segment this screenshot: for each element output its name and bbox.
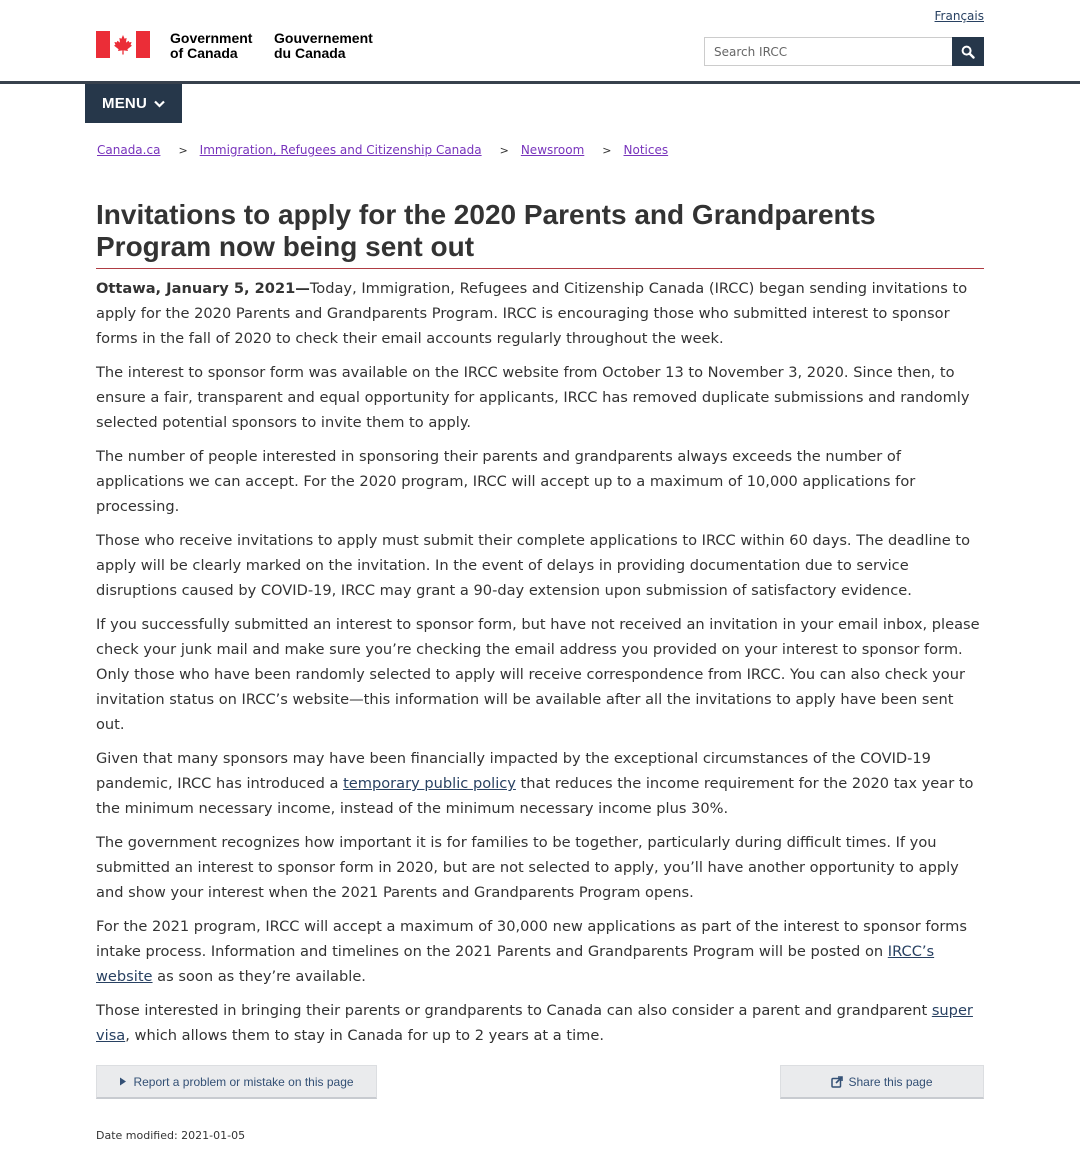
paragraph-4: Those who receive invitations to apply must submit their complete applications to IRCC within 60 days. The deadline to apply will be clearly marked on the invitation. In the event of delays in providing documentation due to service disruptions caused by COVID-19, IRCC may grant a 90-day extension upon submission of satisfactory evidence.	[96, 532, 971, 599]
canada-flag-icon	[96, 31, 150, 58]
paragraph-2: The interest to sponsor form was available on the IRCC website from October 13 to November 3, 2020. Since then, to ensure a fair, transparent and equal opportunity for applicants, IRCC has removed duplicate submissions and randomly selected potential sponsors to invite them to apply.	[96, 364, 970, 431]
breadcrumb-newsroom[interactable]: Newsroom	[520, 143, 585, 157]
search-button[interactable]	[952, 37, 984, 66]
signature-en-line-2: of Canada	[170, 45, 238, 61]
signature-fr-line-1: Gouvernement	[274, 30, 373, 46]
paragraph-1-text: Today, Immigration, Refugees and Citizenship Canada (IRCC) began sending invitations to apply for the 2020 Parents and Grandparents Program. IRCC is encouraging those who submitted interest to sponsor forms in the fall of 2020 to check their email accounts regularly throughout the week.	[96, 280, 968, 347]
search-icon	[961, 45, 975, 59]
article-body	[96, 276, 984, 1057]
breadcrumb-ircc[interactable]: Immigration, Refugees and Citizenship Canada	[199, 143, 482, 157]
breadcrumb-separator: >	[178, 143, 188, 157]
paragraph-8-text-a: For the 2021 program, IRCC will accept a maximum of 30,000 new applications as part of the interest to sponsor forms intake process. Information and timelines on the 2021 Parents and Grandparents Program will be posted on	[96, 918, 967, 960]
super-visa-link[interactable]: super visa	[96, 1002, 973, 1044]
menu-button[interactable]	[85, 84, 182, 123]
share-icon	[831, 1076, 843, 1088]
breadcrumb-separator: >	[602, 143, 612, 157]
share-page-label: Share this page	[848, 1074, 933, 1089]
date-modified-value: 2021-01-05	[181, 1129, 246, 1142]
paragraph-3: The number of people interested in sponsoring their parents and grandparents always exceeds the number of applications we can accept. For the 2020 program, IRCC will accept up to a maximum of 10,000 applications for processing.	[96, 448, 916, 515]
dateline: Ottawa, January 5, 2021—	[96, 280, 310, 297]
paragraph-9	[96, 998, 984, 1048]
breadcrumb	[97, 143, 668, 157]
paragraph-7: The government recognizes how important it is for families to be together, particularly during difficult times. If you submitted an interest to sponsor form in 2020, but are not selected to apply, you’ll have another opportunity to apply and show your interest when the 2021 Parents and Grandparents Program opens.	[96, 834, 959, 901]
signature-en-line-1: Government	[170, 30, 253, 46]
date-modified-label: Date modified:	[96, 1129, 178, 1142]
paragraph-6	[96, 746, 984, 821]
paragraph-6-text-a: Given that many sponsors may have been financially impacted by the exceptional circumstances of the COVID-19 pandemic, IRCC has introduced a	[96, 750, 931, 792]
signature-french	[274, 31, 373, 61]
signature-fr-line-2: du Canada	[274, 45, 346, 61]
page-title: Invitations to apply for the 2020 Parents and Grandparents Program now being sent out	[96, 199, 876, 262]
share-page-button[interactable]	[780, 1065, 984, 1099]
search-input[interactable]	[704, 37, 952, 66]
ircc-website-link[interactable]: IRCC’s website	[96, 943, 935, 985]
paragraph-8	[96, 914, 984, 989]
government-signature[interactable]	[96, 30, 373, 61]
date-modified	[96, 1129, 245, 1142]
paragraph-6-text-b: that reduces the income requirement for the 2020 tax year to the minimum necessary income, instead of the minimum necessary income plus 30%.	[96, 775, 974, 817]
breadcrumb-notices[interactable]: Notices	[623, 143, 669, 157]
menu-label: MENU	[102, 95, 147, 112]
paragraph-9-text-a: Those interested in bringing their parents or grandparents to Canada can also consider a parent and grandparent	[96, 1002, 932, 1019]
chevron-down-icon	[154, 100, 165, 108]
signature-english	[170, 31, 252, 61]
report-problem-button[interactable]	[96, 1065, 377, 1099]
paragraph-8-text-b: as soon as they’re available.	[152, 968, 366, 985]
breadcrumb-separator: >	[499, 143, 509, 157]
report-problem-label: Report a problem or mistake on this page	[133, 1074, 354, 1089]
paragraph-9-text-b: , which allows them to stay in Canada for up to 2 years at a time.	[125, 1027, 604, 1044]
search-form	[704, 37, 984, 66]
title-underline	[96, 268, 984, 269]
breadcrumb-canada[interactable]: Canada.ca	[97, 143, 161, 157]
paragraph-5: If you successfully submitted an interest to sponsor form, but have not received an invitation in your email inbox, please check your junk mail and make sure you’re checking the email address you provided on your interest to sponsor form. Only those who have been randomly selected to apply will receive correspondence from IRCC. You can also check your invitation status on IRCC’s website—this information will be available after all the invitations to apply have been sent out.	[96, 616, 980, 733]
paragraph-1	[96, 276, 984, 351]
temporary-public-policy-link[interactable]: temporary public policy	[343, 775, 516, 792]
language-toggle-link[interactable]: Français	[934, 9, 984, 23]
triangle-right-icon	[119, 1077, 127, 1086]
